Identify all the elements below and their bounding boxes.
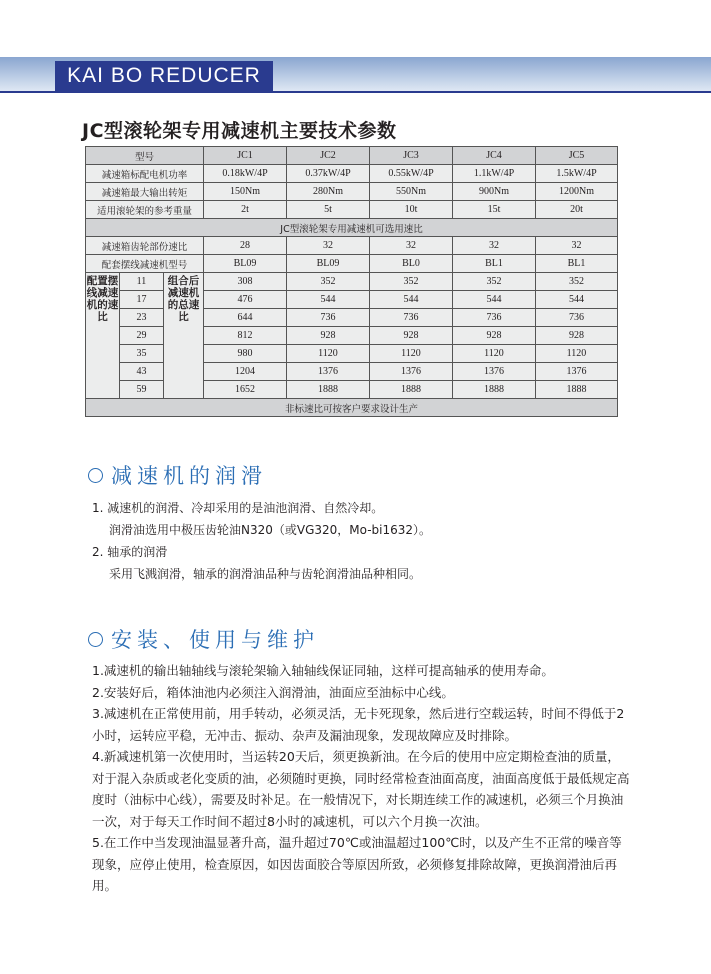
section-title-lubrication xyxy=(88,460,267,490)
table-header-row xyxy=(86,147,618,165)
vertical-label-reducer-ratio: 配置摆线减速机的速比 xyxy=(86,273,120,399)
table-cell: 1120 xyxy=(287,345,370,363)
circle-bullet-icon xyxy=(88,632,103,647)
list-item: 2.安装好后，箱体油池内必须注入润滑油，油面应至油标中心线。 xyxy=(92,684,454,700)
table-cell: 0.18kW/4P xyxy=(204,165,287,183)
table-cell: 644 xyxy=(204,309,287,327)
table-row xyxy=(86,201,618,219)
ratio-cell: 17 xyxy=(120,291,164,309)
table-cell: 1.1kW/4P xyxy=(453,165,536,183)
model-cell: JC3 xyxy=(370,147,453,165)
model-cell: JC5 xyxy=(536,147,618,165)
table-cell: 1120 xyxy=(536,345,618,363)
table-row xyxy=(86,255,618,273)
table-row xyxy=(86,165,618,183)
table-cell: 1376 xyxy=(287,363,370,381)
table-cell: 928 xyxy=(536,327,618,345)
table-cell: 352 xyxy=(287,273,370,291)
table-cell: 736 xyxy=(453,309,536,327)
row-label: 减速箱标配电机功率 xyxy=(86,165,204,183)
ratio-cell: 35 xyxy=(120,345,164,363)
table-cell: 10t xyxy=(370,201,453,219)
table-cell: 1200Nm xyxy=(536,183,618,201)
table-cell: 928 xyxy=(453,327,536,345)
model-cell: JC2 xyxy=(287,147,370,165)
table-row xyxy=(86,237,618,255)
ratio-cell: 23 xyxy=(120,309,164,327)
table-cell: 1204 xyxy=(204,363,287,381)
table-cell: 550Nm xyxy=(370,183,453,201)
table-cell: 32 xyxy=(370,237,453,255)
header-rule xyxy=(0,91,711,93)
installation-list xyxy=(92,660,632,897)
table-cell: 900Nm xyxy=(453,183,536,201)
vertical-label-total-ratio: 组合后减速机的总速比 xyxy=(164,273,204,399)
table-cell: BL1 xyxy=(453,255,536,273)
model-cell: JC1 xyxy=(204,147,287,165)
list-item: 4.新减速机第一次使用时，当运转20天后，须更换新油。在今后的使用中应定期检查油的质量，对于混入杂质或老化变质的油，必须随时更换，同时经常检查油面高度，油面高度低于最低规定高度时（油标中心线），需要及时补足。在一般情况下，对长期连续工作的减速机，必须三个月换油一次，对于每天工作时间不超过8小时的减速机，可以六个月换一次油。 xyxy=(92,749,630,829)
row-label: 适用滚轮架的参考重量 xyxy=(86,201,204,219)
table-cell: 150Nm xyxy=(204,183,287,201)
table-cell: 1120 xyxy=(370,345,453,363)
table-cell: 1376 xyxy=(370,363,453,381)
table-cell: 812 xyxy=(204,327,287,345)
table-cell: 544 xyxy=(370,291,453,309)
table-cell: 476 xyxy=(204,291,287,309)
section-title-text: 安装、使用与维护 xyxy=(111,628,319,652)
table-cell: 32 xyxy=(536,237,618,255)
table-cell: BL09 xyxy=(204,255,287,273)
row-label: 配套摆线减速机型号 xyxy=(86,255,204,273)
table-cell: 352 xyxy=(536,273,618,291)
section-title-text: 减速机的润滑 xyxy=(111,464,267,488)
table-cell: 28 xyxy=(204,237,287,255)
table-cell: 736 xyxy=(536,309,618,327)
model-label: 型号 xyxy=(86,147,204,165)
table-cell: 544 xyxy=(536,291,618,309)
spec-table xyxy=(85,146,618,417)
list-item: 1.减速机的输出轴轴线与滚轮架输入轴轴线保证同轴，这样可提高轴承的使用寿命。 xyxy=(92,663,554,678)
model-cell: JC4 xyxy=(453,147,536,165)
ratio-cell: 43 xyxy=(120,363,164,381)
table-cell: 1.5kW/4P xyxy=(536,165,618,183)
brand-label: KAI BO REDUCER xyxy=(55,61,273,91)
table-cell: 1888 xyxy=(453,381,536,399)
table-cell: 544 xyxy=(453,291,536,309)
table-cell: 32 xyxy=(453,237,536,255)
table-cell: 5t xyxy=(287,201,370,219)
list-item: 5.在工作中当发现油温显著升高，温升超过70℃或油温超过100℃时，以及产生不正常的噪音等现象，应停止使用，检查原因，如因齿面胶合等原因所致，必须修复排除故障，更换润滑油后再用。 xyxy=(92,835,622,893)
table-row xyxy=(86,183,618,201)
table-row xyxy=(86,273,618,291)
table-cell: 1888 xyxy=(370,381,453,399)
table-cell: 1888 xyxy=(536,381,618,399)
table-cell: 928 xyxy=(287,327,370,345)
table-cell: 1376 xyxy=(453,363,536,381)
row-label: 减速箱最大输出转矩 xyxy=(86,183,204,201)
row-label: 减速箱齿轮部份速比 xyxy=(86,237,204,255)
table-cell: 544 xyxy=(287,291,370,309)
table-cell: 1888 xyxy=(287,381,370,399)
ratio-title-row xyxy=(86,219,618,237)
table-cell: 2t xyxy=(204,201,287,219)
table-cell: 352 xyxy=(453,273,536,291)
table-title: JC型滚轮架专用减速机主要技术参数 xyxy=(82,120,397,142)
ratio-cell: 29 xyxy=(120,327,164,345)
table-cell: 1652 xyxy=(204,381,287,399)
table-cell: 15t xyxy=(453,201,536,219)
lubrication-line: 采用飞溅润滑，轴承的润滑油品种与齿轮润滑油品种相同。 xyxy=(109,567,422,581)
table-cell: 20t xyxy=(536,201,618,219)
lubrication-line: 1. 减速机的润滑、冷却采用的是油池润滑、自然冷却。 xyxy=(92,501,384,515)
table-cell: 32 xyxy=(287,237,370,255)
table-cell: 0.55kW/4P xyxy=(370,165,453,183)
table-cell: 1120 xyxy=(453,345,536,363)
circle-bullet-icon xyxy=(88,468,103,483)
table-cell: 928 xyxy=(370,327,453,345)
ratio-cell: 11 xyxy=(120,273,164,291)
lubrication-line: 2. 轴承的润滑 xyxy=(92,545,168,559)
table-cell: BL1 xyxy=(536,255,618,273)
table-cell: 308 xyxy=(204,273,287,291)
table-cell: 980 xyxy=(204,345,287,363)
table-footnote: 非标速比可按客户要求设计生产 xyxy=(86,399,618,417)
table-cell: 736 xyxy=(370,309,453,327)
list-item: 3.减速机在正常使用前，用手转动，必须灵活，无卡死现象，然后进行空载运转，时间不得低于2小时，运转应平稳，无冲击、振动、杂声及漏油现象，发现故障应及时排除。 xyxy=(92,706,625,743)
ratio-title: JC型滚轮架专用减速机可选用速比 xyxy=(86,219,618,237)
table-cell: 736 xyxy=(287,309,370,327)
table-cell: 0.37kW/4P xyxy=(287,165,370,183)
table-cell: 352 xyxy=(370,273,453,291)
lubrication-line: 润滑油选用中极压齿轮油N320（或VG320，Mo-bi1632）。 xyxy=(109,523,432,537)
table-cell: 1376 xyxy=(536,363,618,381)
table-cell: BL0 xyxy=(370,255,453,273)
ratio-cell: 59 xyxy=(120,381,164,399)
footnote-row xyxy=(86,399,618,417)
section-title-installation xyxy=(88,624,319,654)
table-cell: 280Nm xyxy=(287,183,370,201)
table-cell: BL09 xyxy=(287,255,370,273)
